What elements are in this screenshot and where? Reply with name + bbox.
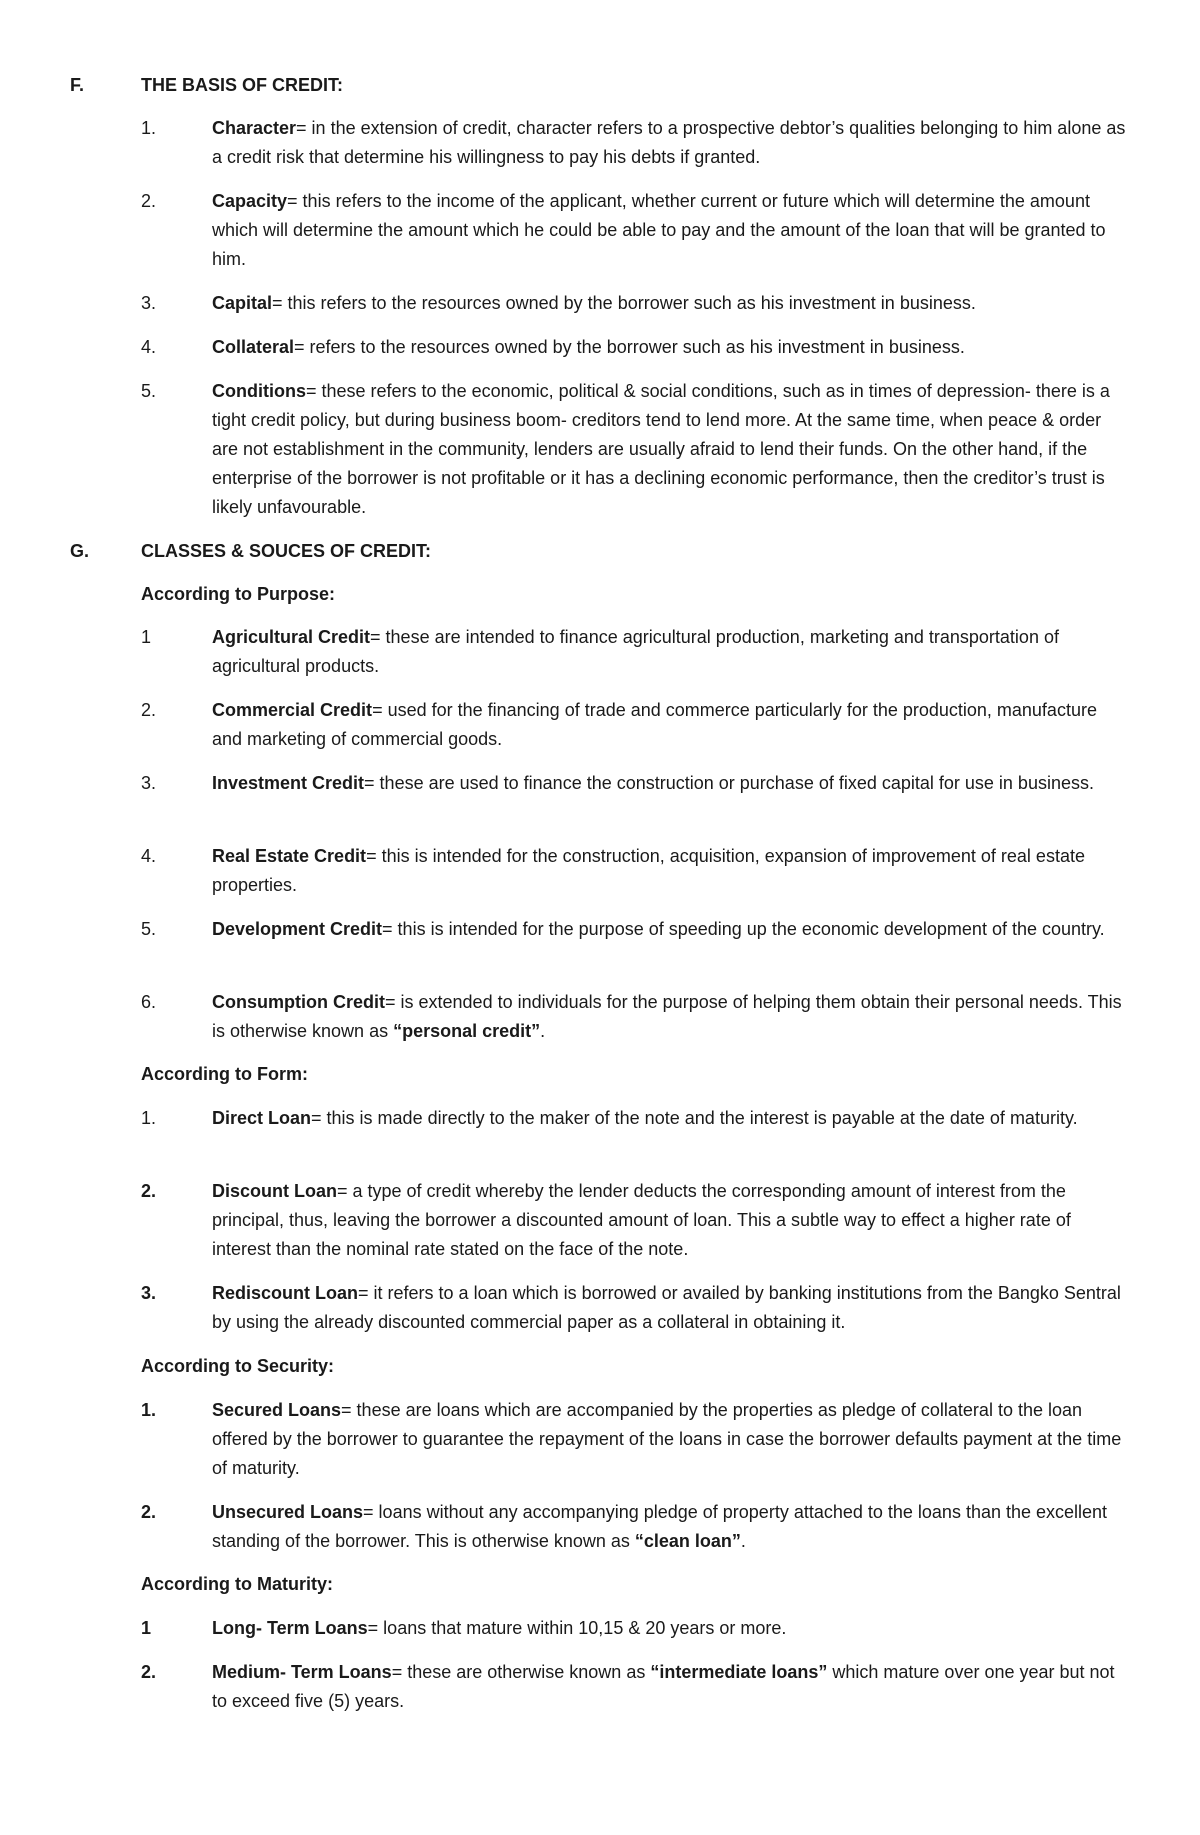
item-term: Rediscount Loan: [212, 1283, 359, 1303]
list-item-conditions: [141, 377, 1131, 522]
list-item-development-credit: [141, 915, 1131, 944]
list-item-character: [141, 114, 1131, 172]
item-definition-end: .: [740, 1531, 746, 1551]
item-number: 2.: [141, 191, 157, 211]
list-item-rediscount-loan: [141, 1279, 1131, 1337]
section-f-title: THE BASIS OF CREDIT:: [141, 75, 344, 95]
item-quoted-term: “intermediate loans”: [650, 1662, 828, 1682]
section-g-title: CLASSES & SOUCES OF CREDIT:: [141, 541, 432, 561]
item-number: 3.: [141, 293, 157, 313]
section-f-heading: [70, 71, 1130, 100]
item-term: Long- Term Loans: [212, 1618, 368, 1638]
item-term: Capacity: [212, 191, 288, 211]
item-number: 1.: [141, 118, 157, 138]
section-f-letter: F.: [70, 75, 85, 95]
list-item-collateral: [141, 333, 1131, 362]
item-text: [212, 1498, 1131, 1556]
item-definition: = these are intended to finance agricultural production, marketing and transportation of agricultural products.: [212, 627, 1059, 676]
subheading-security: According to Security:: [141, 1356, 335, 1376]
item-term: Collateral: [212, 337, 295, 357]
item-text: [212, 1396, 1131, 1483]
list-item-direct-loan: [141, 1104, 1131, 1133]
item-term: Conditions: [212, 381, 306, 401]
item-term: Medium- Term Loans: [212, 1662, 392, 1682]
item-text: [212, 377, 1131, 522]
item-term: Secured Loans: [212, 1400, 342, 1420]
item-term: Real Estate Credit: [212, 846, 367, 866]
list-item-capital: [141, 289, 1131, 318]
item-definition: = this is intended for the purpose of speeding up the economic development of the country.: [382, 919, 1105, 939]
list-item-investment-credit: [141, 769, 1131, 798]
item-term: Investment Credit: [212, 773, 365, 793]
item-number: 3.: [141, 773, 157, 793]
item-quoted-term: “personal credit”: [393, 1021, 541, 1041]
item-definition: = a type of credit whereby the lender deducts the corresponding amount of interest from the principal, thus, leaving the borrower a discounted amount of loan. This a subtle way to effect a higher rate of interest than the nominal rate stated on the face of the note.: [212, 1181, 1071, 1259]
list-item-unsecured-loans: [141, 1498, 1131, 1556]
item-definition: = this is made directly to the maker of the note and the interest is payable at the date of maturity.: [311, 1108, 1078, 1128]
item-definition: = this refers to the resources owned by the borrower such as his investment in business.: [272, 293, 976, 313]
item-definition-end: which mature over one year but not to exceed five (5) years.: [212, 1662, 1115, 1711]
subheading-purpose: According to Purpose:: [141, 584, 336, 604]
item-term: Development Credit: [212, 919, 383, 939]
item-text: [212, 187, 1131, 274]
list-item-consumption-credit: [141, 988, 1131, 1046]
item-number: 2.: [141, 700, 157, 720]
section-g-letter: G.: [70, 541, 90, 561]
item-number: 5.: [141, 919, 157, 939]
item-term: Capital: [212, 293, 273, 313]
item-number: 1: [141, 1618, 152, 1638]
item-definition: = these are otherwise known as: [391, 1662, 651, 1682]
item-text: [212, 1177, 1131, 1264]
item-number: 4.: [141, 846, 157, 866]
item-text: [212, 915, 1131, 944]
list-item-discount-loan: [141, 1177, 1131, 1264]
item-number: 1.: [141, 1108, 157, 1128]
subheading-maturity: According to Maturity:: [141, 1574, 333, 1594]
item-definition: = it refers to a loan which is borrowed or availed by banking institutions from the Bangko Sentral by using the already discounted commercial paper as a collateral in obtaining it.: [212, 1283, 1121, 1332]
list-item-long-term-loans: [141, 1614, 1131, 1643]
item-definition: = these refers to the economic, political & social conditions, such as in times of depression- there is a tight credit policy, but during business boom- creditors tend to lend more. At the same time, when peace & order are not establishment in the community, lenders are usually afraid to lend their funds. On the other hand, if the enterprise of the borrower is not profitable or it has a declining economic performance, then the creditor’s trust is likely unfavourable.: [212, 381, 1110, 517]
item-text: [212, 696, 1131, 754]
item-term: Direct Loan: [212, 1108, 312, 1128]
item-definition: = these are used to finance the construction or purchase of fixed capital for use in business.: [364, 773, 1094, 793]
item-number: 6.: [141, 992, 157, 1012]
item-definition: = this refers to the income of the applicant, whether current or future which will determine the amount which will determine the amount which he could be able to pay and the amount of the loan that will be granted to him.: [212, 191, 1106, 269]
item-text: [212, 114, 1131, 172]
list-item-commercial-credit: [141, 696, 1131, 754]
item-number: 4.: [141, 337, 157, 357]
item-number: 5.: [141, 381, 157, 401]
item-quoted-term: “clean loan”: [634, 1531, 741, 1551]
item-definition-end: .: [540, 1021, 546, 1041]
item-text: [212, 1279, 1131, 1337]
item-definition: = is extended to individuals for the purpose of helping them obtain their personal needs. This is otherwise known as: [212, 992, 1122, 1041]
list-item-capacity: [141, 187, 1131, 274]
item-term: Unsecured Loans: [212, 1502, 364, 1522]
item-definition: = loans without any accompanying pledge of property attached to the loans than the excellent standing of the borrower. This is otherwise known as: [212, 1502, 1108, 1551]
item-text: [212, 842, 1131, 900]
item-definition: = refers to the resources owned by the borrower such as his investment in business.: [294, 337, 965, 357]
item-text: [212, 1104, 1131, 1133]
item-definition: = this is intended for the construction, acquisition, expansion of improvement of real estate properties.: [212, 846, 1085, 895]
subheading-form: According to Form:: [141, 1064, 308, 1084]
list-item-agricultural-credit: [141, 623, 1131, 681]
item-term: Consumption Credit: [212, 992, 385, 1012]
section-g-heading: [70, 537, 1130, 566]
item-definition: = in the extension of credit, character refers to a prospective debtor’s qualities belonging to him alone as a credit risk that determine his willingness to pay his debts if granted.: [212, 118, 1126, 167]
item-number: 2.: [141, 1502, 157, 1522]
item-number: 2.: [141, 1662, 157, 1682]
item-text: [212, 1614, 1131, 1643]
item-term: Agricultural Credit: [212, 627, 371, 647]
item-number: 1.: [141, 1400, 157, 1420]
item-text: [212, 289, 1131, 318]
item-term: Discount Loan: [212, 1181, 337, 1201]
item-text: [212, 988, 1131, 1046]
item-definition: = these are loans which are accompanied by the properties as pledge of collateral to the loan offered by the borrower to guarantee the repayment of the loans in case the borrower defaults payment at the time of maturity.: [212, 1400, 1122, 1478]
item-text: [212, 1658, 1131, 1716]
item-text: [212, 623, 1131, 681]
item-definition: = loans that mature within 10,15 & 20 years or more.: [367, 1618, 787, 1638]
list-item-secured-loans: [141, 1396, 1131, 1483]
list-item-real-estate-credit: [141, 842, 1131, 900]
item-term: Character: [212, 118, 297, 138]
item-number: 1: [141, 627, 152, 647]
item-term: Commercial Credit: [212, 700, 373, 720]
list-item-medium-term-loans: [141, 1658, 1131, 1716]
item-definition: = used for the financing of trade and commerce particularly for the production, manufacture and marketing of commercial goods.: [212, 700, 1097, 749]
item-number: 3.: [141, 1283, 157, 1303]
item-text: [212, 769, 1131, 798]
item-number: 2.: [141, 1181, 157, 1201]
item-text: [212, 333, 1131, 362]
